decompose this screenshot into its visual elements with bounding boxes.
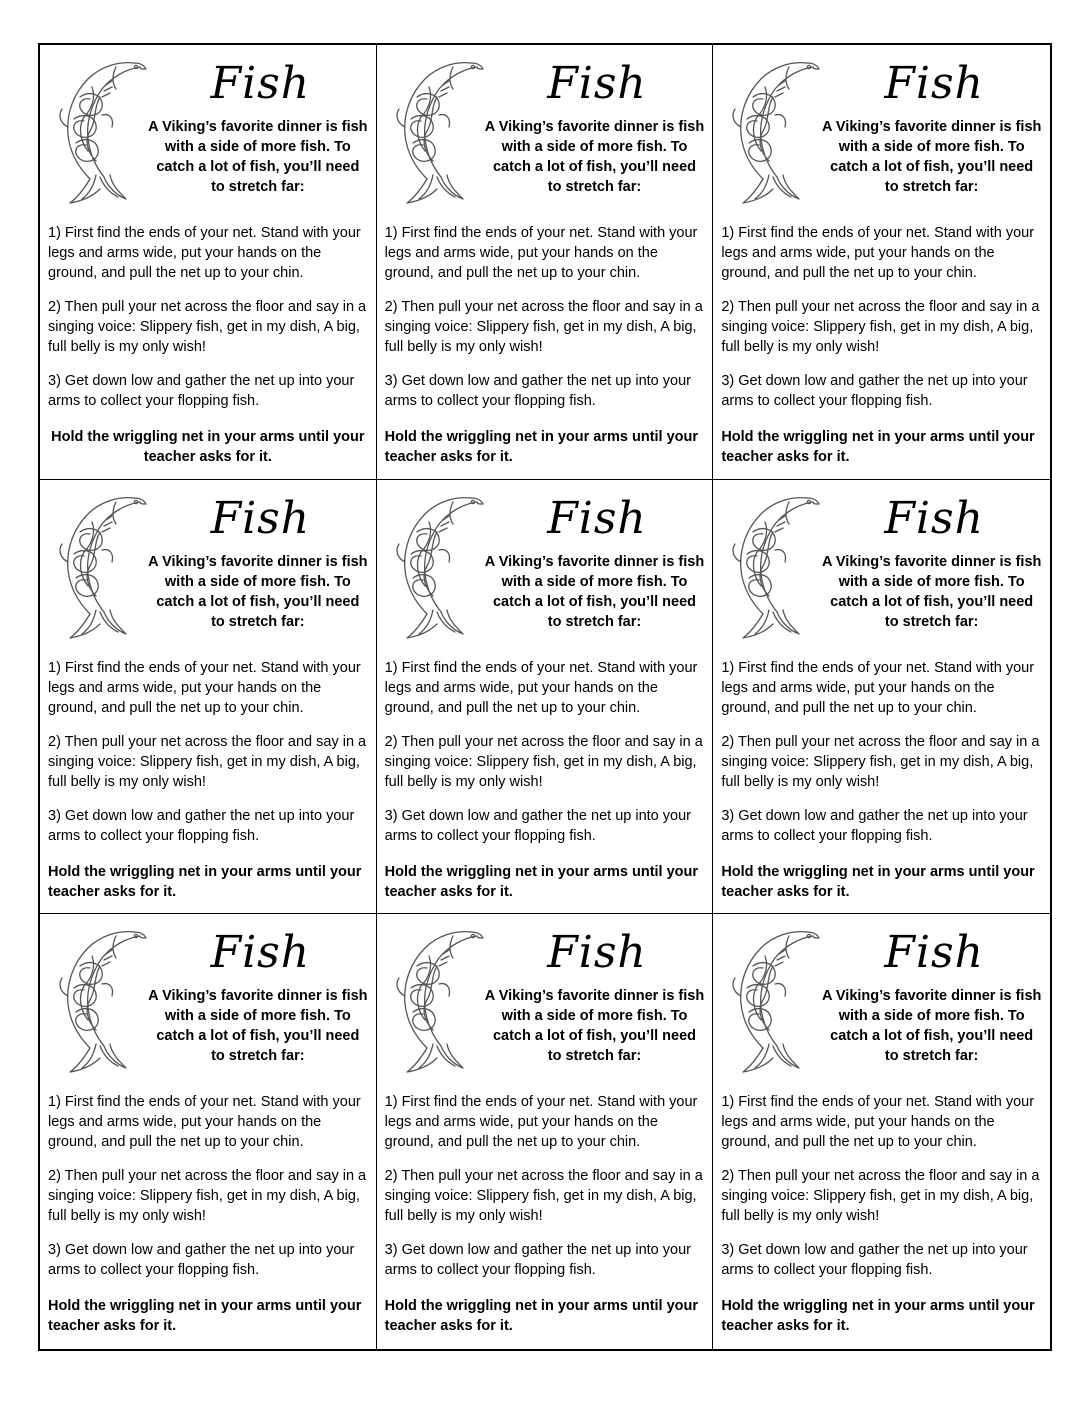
- closing-instruction: Hold the wriggling net in your arms until your teacher asks for it.: [48, 1298, 362, 1335]
- step-2: 2) Then pull your net across the floor and say in a singing voice: Slippery fish, get in my dish, A big, full belly is my only wish!: [721, 1168, 1040, 1225]
- closing-instruction: Hold the wriggling net in your arms until your teacher asks for it.: [51, 429, 365, 465]
- step-1: 1) First find the ends of your net. Stand with your legs and arms wide, put your hands on the ground, and pull the net up to your chin.: [384, 225, 698, 281]
- step-2: 2) Then pull your net across the floor and say in a singing voice: Slippery fish, get in my dish, A big, full belly is my only wish!: [721, 299, 1040, 355]
- step-2: 2) Then pull your net across the floor and say in a singing voice: Slippery fish, get in my dish, A big, full belly is my only wish!: [48, 299, 367, 355]
- card-intro: A Viking’s favorite dinner is fish with a side of more fish. To catch a lot of fish, you’ll need to stretch far:: [148, 119, 368, 195]
- celtic-fish-icon: [393, 57, 485, 207]
- step-2: 2) Then pull your net across the floor and say in a singing voice: Slippery fish, get in my dish, A big, full belly is my only wish!: [384, 1168, 703, 1225]
- closing-instruction: Hold the wriggling net in your arms until your teacher asks for it.: [721, 1298, 1035, 1335]
- step-2: 2) Then pull your net across the floor and say in a singing voice: Slippery fish, get in my dish, A big, full belly is my only wish!: [48, 1168, 367, 1225]
- card-title: Fish: [884, 927, 984, 979]
- celtic-fish-icon: [393, 926, 485, 1076]
- closing-instruction: Hold the wriggling net in your arms until your teacher asks for it.: [721, 429, 1035, 465]
- step-2: 2) Then pull your net across the floor and say in a singing voice: Slippery fish, get in my dish, A big, full belly is my only wish!: [48, 733, 367, 790]
- step-3: 3) Get down low and gather the net up into your arms to collect your flopping fish.: [721, 373, 1028, 409]
- celtic-fish-icon: [56, 57, 148, 207]
- card-intro: A Viking’s favorite dinner is fish with a side of more fish. To catch a lot of fish, you’ll need to stretch far:: [484, 119, 705, 195]
- celtic-fish-icon: [56, 492, 148, 642]
- card-title: Fish: [884, 492, 984, 544]
- instruction-card-2: [377, 45, 714, 480]
- celtic-fish-icon: [729, 57, 821, 207]
- celtic-fish-icon: [729, 492, 821, 642]
- step-1: 1) First find the ends of your net. Stand with your legs and arms wide, put your hands on the ground, and pull the net up to your chin.: [721, 1094, 1035, 1151]
- card-title: Fish: [210, 927, 311, 979]
- closing-instruction: Hold the wriggling net in your arms until your teacher asks for it.: [48, 863, 362, 900]
- instruction-card-6: [713, 480, 1050, 915]
- instruction-card-4: [40, 480, 377, 915]
- step-2: 2) Then pull your net across the floor and say in a singing voice: Slippery fish, get in my dish, A big, full belly is my only wish!: [384, 733, 703, 790]
- card-title: Fish: [547, 927, 647, 979]
- card-intro: A Viking’s favorite dinner is fish with a side of more fish. To catch a lot of fish, you’ll need to stretch far:: [821, 988, 1042, 1065]
- step-2: 2) Then pull your net across the floor and say in a singing voice: Slippery fish, get in my dish, A big, full belly is my only wish!: [721, 733, 1040, 790]
- step-1: 1) First find the ends of your net. Stand with your legs and arms wide, put your hands on the ground, and pull the net up to your chin.: [48, 659, 361, 716]
- card-title: Fish: [547, 58, 647, 109]
- card-intro: A Viking’s favorite dinner is fish with a side of more fish. To catch a lot of fish, you’ll need to stretch far:: [148, 553, 368, 630]
- instruction-card-9: [713, 914, 1050, 1349]
- card-title: Fish: [884, 58, 984, 109]
- step-3: 3) Get down low and gather the net up into your arms to collect your flopping fish.: [48, 1242, 355, 1279]
- step-1: 1) First find the ends of your net. Stand with your legs and arms wide, put your hands on the ground, and pull the net up to your chin.: [721, 659, 1035, 716]
- step-1: 1) First find the ends of your net. Stand with your legs and arms wide, put your hands on the ground, and pull the net up to your chin.: [384, 1094, 698, 1151]
- card-header: [385, 924, 705, 1082]
- closing-instruction: Hold the wriggling net in your arms until your teacher asks for it.: [721, 863, 1035, 900]
- card-header: [721, 490, 1042, 648]
- celtic-fish-icon: [729, 926, 821, 1076]
- closing-instruction: Hold the wriggling net in your arms until your teacher asks for it.: [384, 863, 699, 900]
- step-1: 1) First find the ends of your net. Stand with your legs and arms wide, put your hands on the ground, and pull the net up to your chin.: [48, 1094, 361, 1151]
- card-intro: A Viking’s favorite dinner is fish with a side of more fish. To catch a lot of fish, you’ll need to stretch far:: [484, 553, 705, 630]
- step-2: 2) Then pull your net across the floor and say in a singing voice: Slippery fish, get in my dish, A big, full belly is my only wish!: [384, 299, 703, 355]
- card-title: Fish: [210, 492, 311, 544]
- card-sheet: [38, 43, 1052, 1351]
- instruction-card-7: [40, 914, 377, 1349]
- step-3: 3) Get down low and gather the net up into your arms to collect your flopping fish.: [384, 1242, 691, 1279]
- instruction-card-3: [713, 45, 1050, 480]
- step-1: 1) First find the ends of your net. Stand with your legs and arms wide, put your hands on the ground, and pull the net up to your chin.: [384, 659, 698, 716]
- card-intro: A Viking’s favorite dinner is fish with a side of more fish. To catch a lot of fish, you’ll need to stretch far:: [148, 988, 368, 1065]
- card-intro: A Viking’s favorite dinner is fish with a side of more fish. To catch a lot of fish, you’ll need to stretch far:: [821, 119, 1042, 195]
- card-intro: A Viking’s favorite dinner is fish with a side of more fish. To catch a lot of fish, you’ll need to stretch far:: [484, 988, 705, 1065]
- closing-instruction: Hold the wriggling net in your arms until your teacher asks for it.: [384, 1298, 699, 1335]
- card-header: [48, 924, 368, 1082]
- card-header: [721, 924, 1042, 1082]
- celtic-fish-icon: [393, 492, 485, 642]
- card-header: [48, 55, 368, 213]
- card-title: Fish: [547, 492, 647, 544]
- step-3: 3) Get down low and gather the net up into your arms to collect your flopping fish.: [48, 373, 355, 409]
- step-3: 3) Get down low and gather the net up into your arms to collect your flopping fish.: [721, 1242, 1028, 1279]
- card-header: [721, 55, 1042, 213]
- card-intro: A Viking’s favorite dinner is fish with a side of more fish. To catch a lot of fish, you’ll need to stretch far:: [821, 553, 1042, 630]
- card-header: [48, 490, 368, 648]
- step-3: 3) Get down low and gather the net up into your arms to collect your flopping fish.: [384, 807, 691, 844]
- closing-instruction: Hold the wriggling net in your arms until your teacher asks for it.: [384, 429, 699, 465]
- step-3: 3) Get down low and gather the net up into your arms to collect your flopping fish.: [48, 807, 355, 844]
- instruction-card-8: [377, 914, 714, 1349]
- step-3: 3) Get down low and gather the net up into your arms to collect your flopping fish.: [721, 807, 1028, 844]
- instruction-card-1: [40, 45, 377, 480]
- step-1: 1) First find the ends of your net. Stand with your legs and arms wide, put your hands on the ground, and pull the net up to your chin.: [48, 225, 361, 281]
- instruction-card-5: [377, 480, 714, 915]
- step-1: 1) First find the ends of your net. Stand with your legs and arms wide, put your hands on the ground, and pull the net up to your chin.: [721, 225, 1035, 281]
- card-title: Fish: [210, 58, 311, 109]
- card-header: [385, 55, 705, 213]
- card-header: [385, 490, 705, 648]
- celtic-fish-icon: [56, 926, 148, 1076]
- step-3: 3) Get down low and gather the net up into your arms to collect your flopping fish.: [384, 373, 691, 409]
